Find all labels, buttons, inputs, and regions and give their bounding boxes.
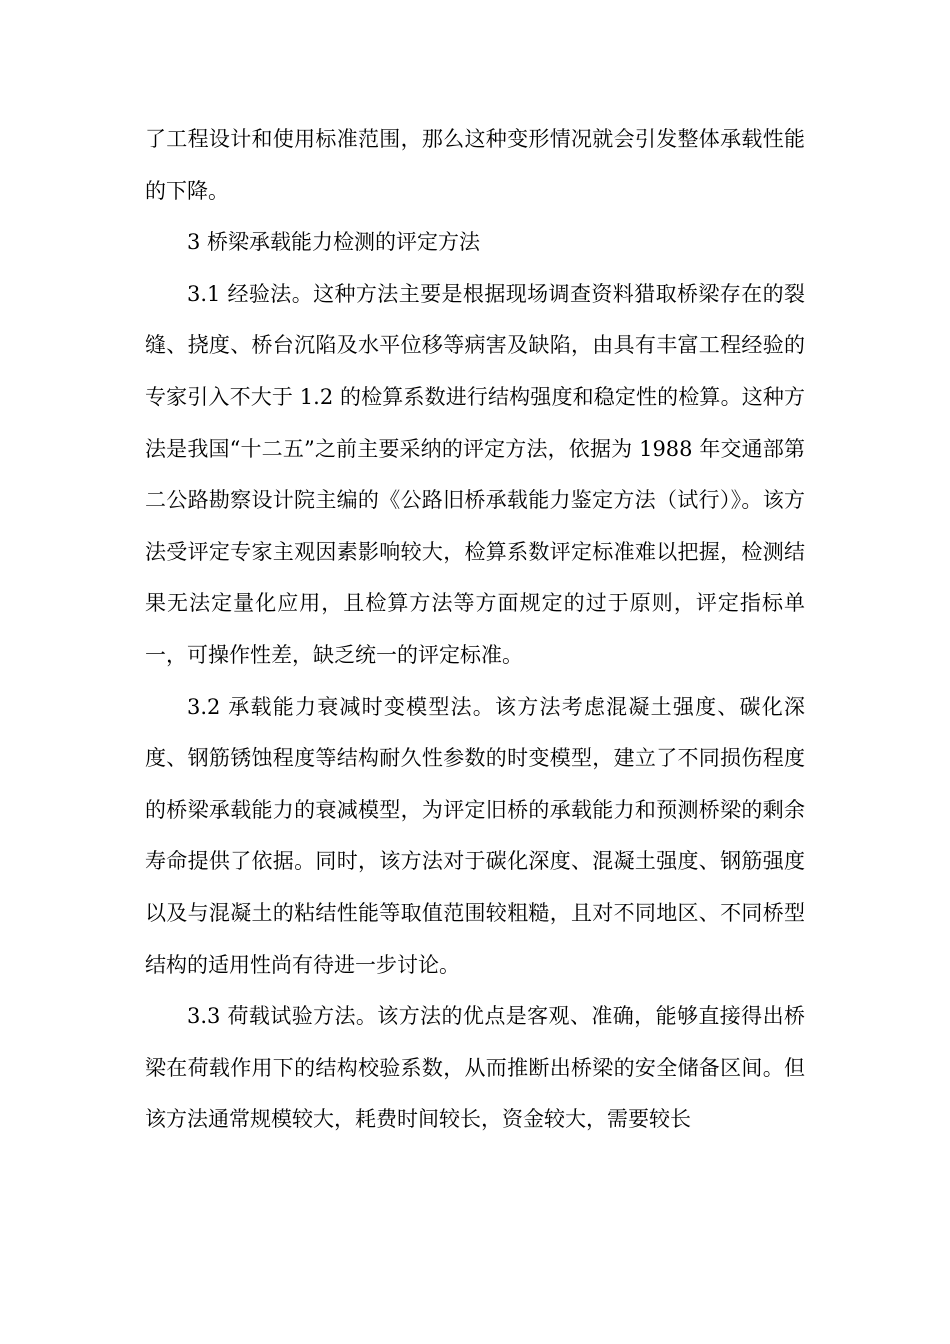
paragraph-3-3-load-test: 3.3 荷载试验方法。该方法的优点是客观、准确，能够直接得出桥梁在荷载作用下的结构校验系数，从而推断出桥梁的安全储备区间。但该方法通常规模较大，耗费时间较长，资金较大，需要较长 — [145, 1004, 805, 1132]
paragraph-continuation: 了工程设计和使用标准范围，那么这种变形情况就会引发整体承载性能的下降。 — [145, 127, 805, 203]
section-heading-3: 3 桥梁承载能力检测的评定方法 — [187, 230, 481, 255]
paragraph-3-2-time-varying-model: 3.2 承载能力衰减时变模型法。该方法考虑混凝土强度、碳化深度、钢筋锈蚀程度等结构耐久性参数的时变模型，建立了不同损伤程度的桥梁承载能力的衰减模型，为评定旧桥的承载能力和预测桥梁的剩余寿命提供了依据。同时，该方法对于碳化深度、混凝土强度、钢筋强度以及与混凝土的粘结性能等取值范围较粗糙，且对不同地区、不同桥型结构的适用性尚有待进一步讨论。 — [145, 694, 805, 977]
paragraph-3-1-empirical-method: 3.1 经验法。这种方法主要是根据现场调查资料猎取桥梁存在的裂缝、挠度、桥台沉陷及水平位移等病害及缺陷，由具有丰富工程经验的专家引入不大于 1.2 的检算系数进行结构强度和稳定性的检算。这种方法是我国“十二五”之前主要采纳的评定方法，依据为 1988 年交通部第二公路勘察设计院主编的《公路旧桥承载能力鉴定方法（试行）》。该方法受评定专家主观因素影响较大，检算系数评定标准难以把握，检测结果无法定量化应用，且检算方法等方面规定的过于原则，评定指标单一，可操作性差，缺乏统一的评定标准。 — [145, 281, 805, 667]
document-body — [145, 114, 805, 1146]
